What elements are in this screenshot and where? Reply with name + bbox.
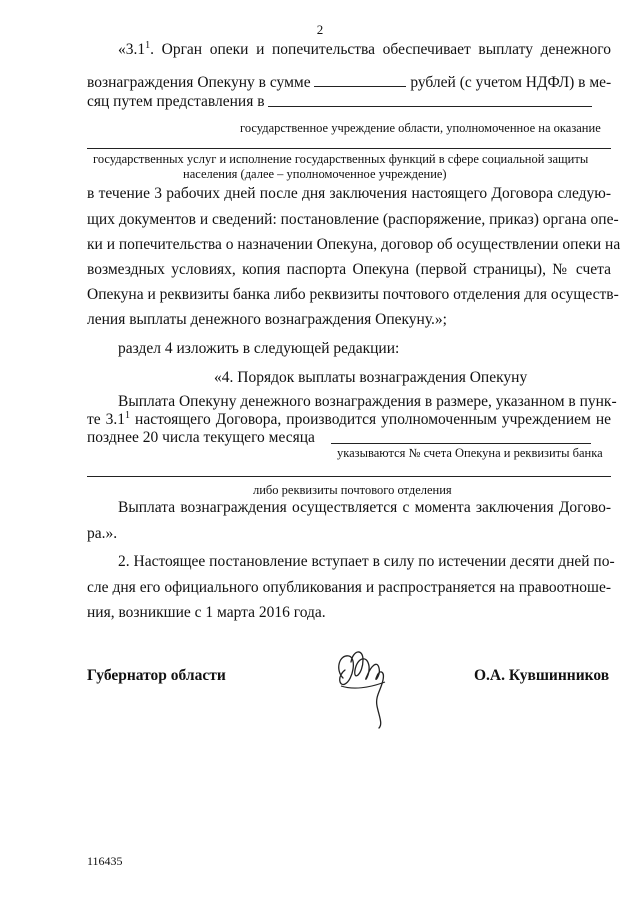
paragraph-2-line-1: 2. Настоящее постановление вступает в силу по истечении десяти дней по- — [118, 553, 615, 570]
paragraph-2-line-2: сле дня его официального опубликования и распространяется на правоотноше- — [87, 579, 611, 596]
clause-3-1-line-6: ки и попечительства о назначении Опекуна, договор об осуществлении опеки на — [87, 236, 621, 253]
section-4-line-4: Выплата вознаграждения осуществляется с момента заключения Догово- — [118, 499, 611, 516]
clause-3-1-line-8: Опекуна и реквизиты банка либо реквизиты почтового отделения для осуществ- — [87, 286, 619, 303]
page-number: 2 — [316, 22, 324, 37]
section-4-title: «4. Порядок выплаты вознаграждения Опекуну — [214, 369, 528, 386]
clause-3-1-line-5: щих документов и сведений: постановление (распоряжение, приказ) органа опе- — [87, 211, 619, 228]
institution-blank-1 — [268, 106, 592, 107]
signatory-name: О.А. Кувшинников — [474, 667, 610, 684]
clause-3-1-line-4: в течение 3 рабочих дней после дня заключения настоящего Договора следую- — [87, 185, 611, 202]
amount-blank — [314, 72, 406, 87]
account-blank-2 — [87, 476, 611, 477]
hint-institution-2: государственных услуг и исполнение государственных функций в сфере социальной защиты — [93, 152, 589, 166]
clause-3-1-line-7: возмездных условиях, копия паспорта Опекуна (первой страницы), № счета — [87, 261, 611, 278]
document-code: 116435 — [87, 854, 123, 868]
hint-account-2: либо реквизиты почтового отделения — [253, 483, 452, 497]
section-4-line-5: ра.». — [87, 525, 118, 542]
paragraph-2-line-3: ния, возникшие с 1 марта 2016 года. — [87, 604, 326, 621]
handwritten-signature — [333, 640, 393, 730]
section-4-line-2: те $3.1^1$ настоящего Договора, производится уполномоченным учреждением не — [87, 409, 611, 428]
clause-3-1-line-9: ления выплаты денежного вознаграждения Опекуну.»; — [87, 311, 447, 328]
clause-3-1-line-2: вознаграждения Опекуну в сумме рублей (с учетом НДФЛ) в ме- — [87, 74, 612, 91]
account-blank-1 — [331, 443, 591, 444]
hint-account-1: указываются № счета Опекуна и реквизиты банка — [337, 446, 603, 460]
clause-3-1-line-1: «$3.1^1$. Орган опеки и попечительства обеспечивает выплату денежного — [118, 39, 611, 58]
signatory-title: Губернатор области — [87, 667, 226, 684]
hint-institution-3: населения (далее – уполномоченное учреждение) — [183, 167, 447, 181]
hint-institution-1: государственное учреждение области, уполномоченное на оказание — [240, 121, 601, 135]
clause-3-1-line-3: сяц путем представления в — [87, 93, 265, 110]
section-4-line-1: Выплата Опекуну денежного вознаграждения в размере, указанном в пунк- — [118, 393, 617, 410]
section-4-intro: раздел 4 изложить в следующей редакции: — [118, 340, 400, 357]
section-4-line-3: позднее 20 числа текущего месяца — [87, 429, 315, 446]
institution-blank-2 — [87, 148, 611, 149]
